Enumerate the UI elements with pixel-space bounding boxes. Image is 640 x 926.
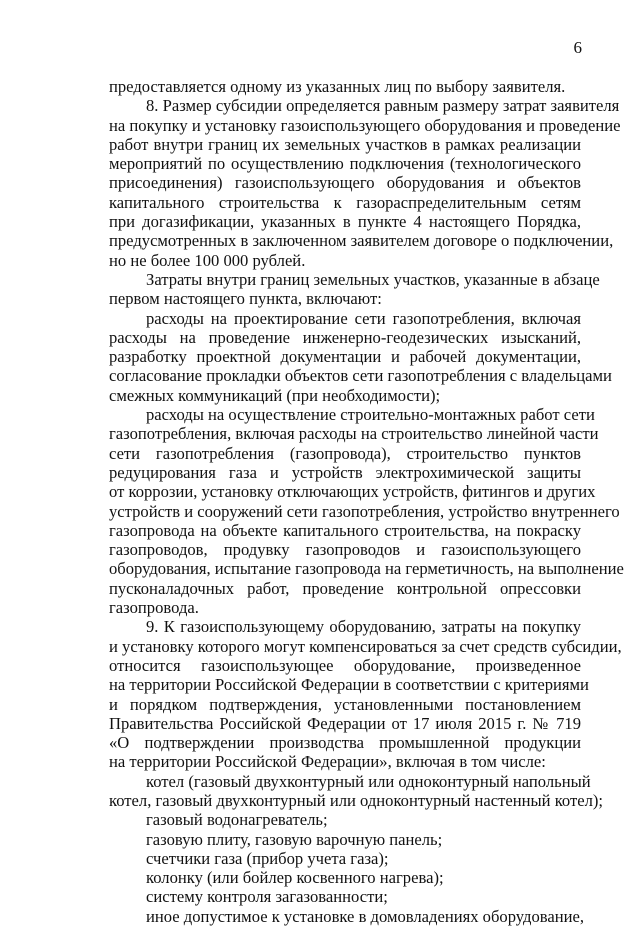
text-line: на территории Российской Федерации», включая в том числе: [109, 752, 546, 772]
text-line: относится газоиспользующее оборудование, произведенное [109, 655, 581, 675]
text-line: Затраты внутри границ земельных участков, указанные в абзаце [146, 269, 600, 289]
text-line: оборудования, испытание газопровода на герметичность, на выполнение [109, 559, 624, 579]
text-line: расходы на проектирование сети газопотребления, включая [146, 308, 581, 328]
text-line: газовую плиту, газовую варочную панель; [146, 829, 443, 849]
text-line: систему контроля загазованности; [146, 887, 388, 907]
text-line: разработку проектной документации и рабочей документации, [109, 347, 581, 367]
text-line: на территории Российской Федерации в соответствии с критериями [109, 675, 589, 695]
text-line: «О подтверждении производства промышленной продукции [109, 733, 581, 753]
document-body [109, 77, 624, 926]
text-line: первом настоящего пункта, включают: [109, 289, 382, 309]
text-line: на покупку и установку газоиспользующего оборудования и проведение [109, 115, 621, 135]
text-line: сети газопотребления (газопровода), строительство пунктов [109, 443, 581, 463]
text-line: котел, газовый двухконтурный или одноконтурный настенный котел); [109, 790, 604, 810]
text-line: мероприятий по осуществлению подключения (технологического [109, 154, 581, 174]
text-line: согласование прокладки объектов сети газопотребления с владельцами [109, 366, 612, 386]
text-line: капитального строительства к газораспределительным сетям [109, 192, 581, 212]
text-line: предусмотренных в заключенном заявителем договоре о подключении, [109, 231, 614, 251]
text-line: устройств и сооружений сети газопотребления, устройство внутреннего [109, 501, 620, 521]
text-line: при догазификации, указанных в пункте 4 настоящего Порядка, [109, 212, 581, 232]
text-line: газопотребления, включая расходы на строительство линейной части [109, 424, 599, 444]
text-line: Правительства Российской Федерации от 17 июля 2015 г. № 719 [109, 713, 581, 733]
text-line: газопроводов, продувку газопроводов и газоиспользующего [109, 540, 581, 560]
text-line: редуцирования газа и устройств электрохимической защиты [109, 462, 581, 482]
text-line: колонку (или бойлер косвенного нагрева); [146, 868, 444, 888]
text-line: от коррозии, установку отключающих устройств, фитингов и других [109, 482, 596, 502]
text-line: газопровода на объекте капитального строительства, на покраску [109, 520, 581, 540]
text-line: но не более 100 000 рублей. [109, 250, 306, 270]
text-line: и порядком подтверждения, установленными постановлением [109, 694, 581, 714]
text-line: 9. К газоиспользующему оборудованию, затраты на покупку [146, 617, 581, 637]
text-line: газопровода. [109, 598, 199, 618]
text-line: 8. Размер субсидии определяется равным размеру затрат заявителя [146, 96, 620, 116]
text-line: газовый водонагреватель; [146, 810, 328, 830]
text-line: смежных коммуникаций (при необходимости); [109, 385, 441, 405]
text-line: и установку которого могут компенсироваться за счет средств субсидии, [109, 636, 622, 656]
text-line: расходы на осуществление строительно-монтажных работ сети [146, 405, 595, 425]
text-line: котел (газовый двухконтурный или одноконтурный напольный [146, 771, 591, 791]
text-line: работ внутри границ их земельных участков в рамках реализации [109, 134, 581, 154]
text-line: расходы на проведение инженерно-геодезических изысканий, [109, 327, 581, 347]
text-line: пусконаладочных работ, проведение контрольной опрессовки [109, 578, 581, 598]
text-line: предоставляется одному из указанных лиц по выбору заявителя. [109, 77, 566, 96]
page-number: 6 [573, 38, 582, 57]
text-line: присоединения) газоиспользующего оборудования и объектов [109, 173, 581, 193]
text-line: счетчики газа (прибор учета газа); [146, 848, 389, 868]
text-line: иное допустимое к установке в домовладениях оборудование, [146, 906, 585, 926]
